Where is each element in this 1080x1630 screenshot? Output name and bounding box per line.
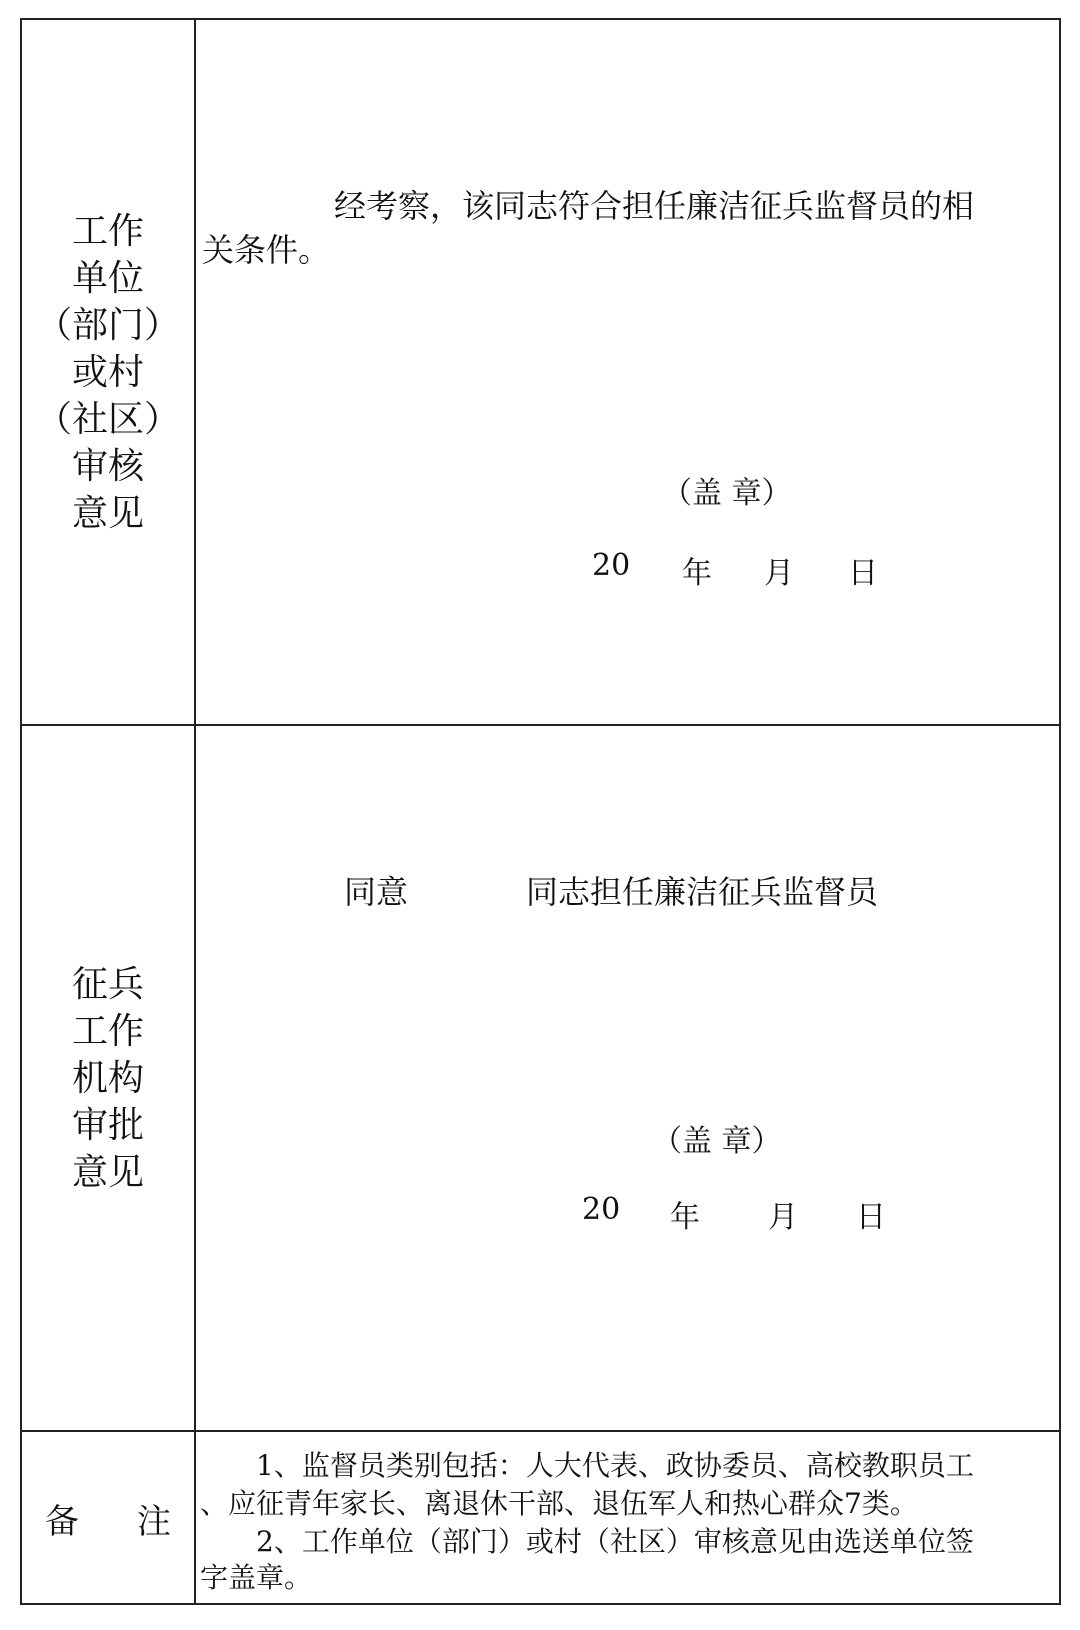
remarks-content-cell (196, 1432, 1059, 1605)
approval-label-line: 征兵 (71, 963, 144, 1005)
unit-review-label (36, 208, 180, 537)
unit-review-date-year: 年 (682, 556, 712, 591)
unit-review-label-line: （部门） (35, 304, 180, 346)
approval-seal: （盖 章） (652, 1124, 782, 1159)
approval-date-month: 月 (768, 1200, 798, 1235)
unit-review-seal: （盖 章） (662, 476, 792, 511)
unit-review-label-line: 审核 (71, 445, 144, 487)
approval-date-day: 日 (856, 1200, 886, 1235)
unit-review-row (22, 20, 1059, 726)
unit-review-label-line: 工作 (71, 210, 144, 252)
remarks-label-char: 注 (137, 1502, 171, 1542)
unit-review-label-line: 单位 (71, 257, 144, 299)
approval-main-text: 同志担任廉洁征兵监督员 (526, 873, 879, 911)
unit-review-label-line: 或村 (71, 351, 144, 393)
approval-label-line: 意见 (71, 1151, 144, 1193)
remark-note-2-line2: 字盖章。 (200, 1561, 313, 1594)
unit-review-date-day: 日 (848, 556, 878, 591)
approval-content-cell (196, 726, 1059, 1430)
unit-review-content-cell (196, 20, 1059, 724)
approval-date-year: 年 (670, 1200, 700, 1235)
review-form-table (20, 18, 1061, 1605)
approval-label-line: 审批 (71, 1104, 144, 1146)
remark-note-1-line2: 、应征青年家长、离退休干部、退伍军人和热心群众7类。 (200, 1487, 918, 1520)
approval-agree-text: 同意 (344, 873, 409, 911)
unit-review-text-line1: 经考察，该同志符合担任廉洁征兵监督员的相 (334, 187, 975, 225)
approval-label-line: 工作 (71, 1010, 144, 1052)
approval-label-cell (22, 726, 196, 1430)
unit-review-label-line: 意见 (71, 492, 144, 534)
remarks-label-cell (22, 1432, 196, 1605)
remarks-row (22, 1432, 1059, 1605)
unit-review-date-month: 月 (764, 556, 794, 591)
unit-review-text-line2: 关条件。 (202, 231, 331, 269)
remarks-label-char: 备 (45, 1502, 79, 1542)
remarks-label (45, 1494, 171, 1543)
approval-date-prefix: 20 (582, 1192, 621, 1227)
remark-note-2-line1: 2、工作单位（部门）或村（社区）审核意见由选送单位签 (256, 1525, 974, 1558)
remark-note-1-line1: 1、监督员类别包括：人大代表、政协委员、高校教职员工 (256, 1449, 974, 1482)
approval-label (72, 961, 144, 1196)
approval-label-line: 机构 (71, 1057, 144, 1099)
unit-review-date-prefix: 20 (592, 548, 631, 583)
unit-review-label-line: （社区） (35, 398, 180, 440)
unit-review-label-cell (22, 20, 196, 724)
approval-row (22, 726, 1059, 1432)
